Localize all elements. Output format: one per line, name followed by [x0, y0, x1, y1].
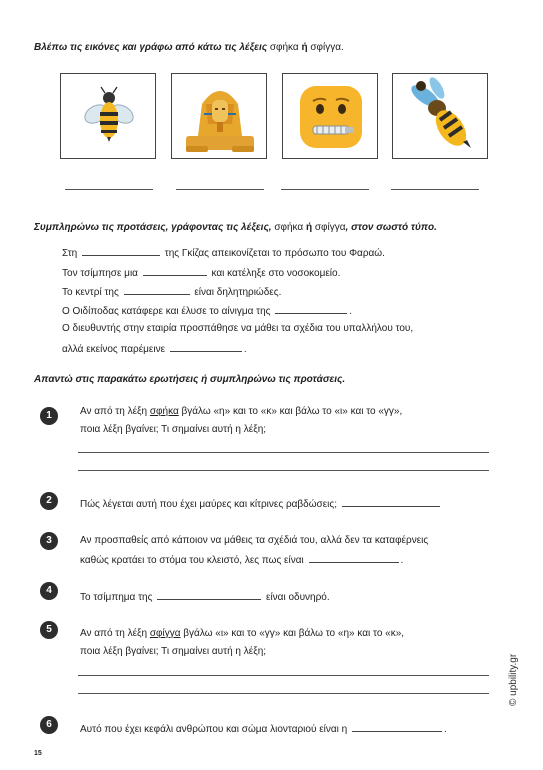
- fill-blank[interactable]: [342, 497, 440, 507]
- question-number-1: 1: [40, 407, 58, 425]
- question-1-line-1: [80, 406, 402, 417]
- fill-blank[interactable]: [170, 342, 242, 352]
- question-number-5: 5: [40, 621, 58, 639]
- answer-line-4[interactable]: [391, 189, 479, 190]
- fill-blank[interactable]: [124, 285, 190, 295]
- section2-instruction-bold: Συμπληρώνω τις προτάσεις, γράφοντας τις λέξεις,: [34, 222, 272, 233]
- word-or: ή: [301, 42, 308, 53]
- q5-text-a: Αν από τη λέξη: [80, 628, 150, 639]
- question-number-3: 3: [40, 532, 58, 550]
- fill-blank[interactable]: [82, 246, 160, 256]
- sentence-5: [62, 323, 413, 334]
- copyright-label: © upbility.gr: [508, 653, 519, 706]
- sphinx-icon: [172, 74, 268, 160]
- q2-text: Πώς λέγεται αυτή που έχει μαύρες και κίτρινες ραβδώσεις;: [80, 499, 338, 510]
- section1-instruction-bold: Βλέπω τις εικόνες και γράφω από κάτω τις λέξεις: [34, 42, 268, 53]
- answer-line[interactable]: [78, 470, 489, 471]
- fill-blank[interactable]: [275, 304, 347, 314]
- word-sphinx: σφίγγα.: [307, 42, 344, 53]
- question-number-4: 4: [40, 582, 58, 600]
- sentence-text: Τον τσίμπησε μια: [62, 268, 138, 279]
- sentence-text: αλλά εκείνος παρέμεινε: [62, 344, 166, 355]
- question-5-line-2: ποια λέξη βγαίνει; Τι σημαίνει αυτή η λέξη;: [80, 646, 267, 657]
- q3-end: .: [400, 555, 404, 566]
- answer-line-1[interactable]: [65, 189, 153, 190]
- sentence-3: [62, 285, 281, 298]
- question-number-6: 6: [40, 716, 58, 734]
- word-wasp: σφήκα: [271, 222, 306, 233]
- question-6: [80, 722, 447, 735]
- q6-text: Αυτό που έχει κεφάλι ανθρώπου και σώμα λιονταριού είναι η: [80, 724, 348, 735]
- sentence-text: Ο Οιδίποδας κατάφερε και έλυσε το αίνιγμα της: [62, 306, 271, 317]
- fill-blank[interactable]: [309, 553, 399, 563]
- answer-line[interactable]: [78, 452, 489, 453]
- section2-instruction: [34, 222, 437, 233]
- q4-text-after: είναι οδυνηρό.: [266, 592, 330, 603]
- sentence-text: .: [243, 344, 247, 355]
- q5-word: σφίγγα: [149, 628, 181, 639]
- sphinx-image-box: [171, 73, 267, 159]
- sentence-text: Ο διευθυντής στην εταιρία προσπάθησε να μάθει τα σχέδια του υπαλλήλου του,: [62, 323, 414, 334]
- answer-line-3[interactable]: [281, 189, 369, 190]
- sentence-6: [62, 342, 247, 355]
- q4-text-before: Το τσίμπημα της: [80, 592, 153, 603]
- q5-text-b: βγάλω «ι» και το «γγ» και βάλω το «η» και το «κ»,: [180, 628, 405, 639]
- sentence-text: Το κεντρί της: [62, 287, 119, 298]
- question-3-line-2: [80, 553, 403, 566]
- zipper-mouth-face-icon: [283, 74, 379, 160]
- question-5-line-1: [80, 628, 404, 639]
- q1-text-a: Αν από τη λέξη: [80, 406, 150, 417]
- q1-text-b: βγάλω «η» και το «κ» και βάλω το «ι» και το «γγ»,: [178, 406, 403, 417]
- zipper-face-image-box: [282, 73, 378, 159]
- fill-blank[interactable]: [352, 722, 442, 732]
- q1-word: σφήκα: [149, 406, 179, 417]
- bee-icon: [61, 74, 157, 160]
- answer-line[interactable]: [78, 693, 489, 694]
- question-number-2: 2: [40, 492, 58, 510]
- section2-instruction-end: , στον σωστό τύπο.: [345, 222, 437, 233]
- bee-image-box: [60, 73, 156, 159]
- q6-end: .: [444, 724, 447, 735]
- answer-line[interactable]: [78, 675, 489, 676]
- sentence-text: και κατέληξε στο νοσοκομείο.: [211, 268, 341, 279]
- sentence-text: της Γκίζας απεικονίζεται το πρόσωπο του Φαραώ.: [164, 248, 385, 259]
- sentence-text: Στη: [62, 248, 78, 259]
- fill-blank[interactable]: [143, 266, 207, 276]
- page-number: 15: [34, 750, 42, 757]
- question-4: [80, 590, 330, 603]
- q3-text: καθώς κρατάει το στόμα του κλειστό, λες πως είναι: [80, 555, 304, 566]
- wasp-icon: [393, 74, 489, 160]
- fill-blank[interactable]: [157, 590, 261, 600]
- sentence-2: [62, 266, 340, 279]
- word-sphinx: σφίγγα: [312, 222, 346, 233]
- word-wasp: σφήκα: [267, 42, 302, 53]
- section3-instruction: Απαντώ στις παρακάτω ερωτήσεις ή συμπληρώνω τις προτάσεις.: [34, 374, 346, 385]
- wasp-image-box: [392, 73, 488, 159]
- section1-instruction: [34, 42, 344, 53]
- question-3-line-1: Αν προσπαθείς από κάποιον να μάθεις τα σχέδιά του, αλλά δεν τα καταφέρνεις: [80, 535, 429, 546]
- question-1-line-2: ποια λέξη βγαίνει; Τι σημαίνει αυτή η λέξη;: [80, 424, 267, 435]
- sentence-1: [62, 246, 385, 259]
- sentence-text: είναι δηλητηριώδες.: [194, 287, 282, 298]
- sentence-text: .: [349, 306, 353, 317]
- word-or: ή: [306, 222, 313, 233]
- sentence-4: [62, 304, 352, 317]
- question-2: [80, 497, 442, 510]
- answer-line-2[interactable]: [176, 189, 264, 190]
